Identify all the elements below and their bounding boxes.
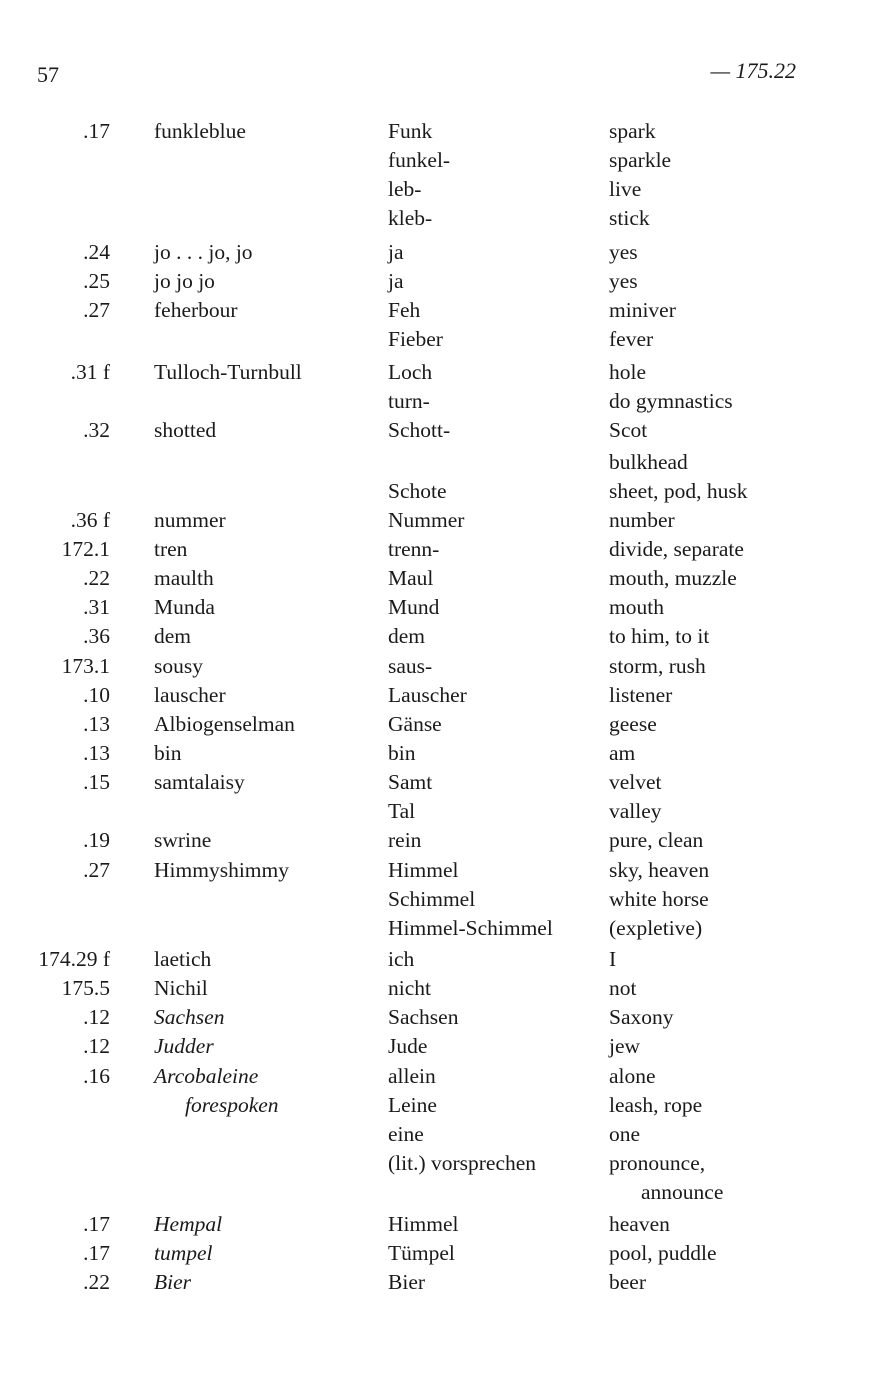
wake-word: bin xyxy=(154,740,182,765)
glossary-row xyxy=(0,296,888,325)
german-source: Schott- xyxy=(388,418,451,443)
german-source: Tümpel xyxy=(388,1241,455,1266)
english-gloss: to him, to it xyxy=(609,624,710,649)
german-source: Schimmel xyxy=(388,886,476,911)
english-gloss: white horse xyxy=(609,886,709,911)
line-reference: .13 xyxy=(83,740,110,765)
english-gloss: pure, clean xyxy=(609,828,704,853)
glossary-row xyxy=(0,506,888,535)
german-source: Funk xyxy=(388,119,433,143)
german-source: ich xyxy=(388,946,415,971)
line-reference: .27 xyxy=(83,297,110,322)
wake-word: nummer xyxy=(154,507,226,532)
glossary-row xyxy=(0,325,888,354)
glossary-row xyxy=(0,652,888,681)
english-gloss: sparkle xyxy=(609,148,672,173)
english-gloss: valley xyxy=(609,799,662,824)
glossary-row xyxy=(0,1239,888,1268)
english-gloss: Scot xyxy=(609,418,648,443)
german-source: kleb- xyxy=(388,206,433,231)
line-reference: .17 xyxy=(83,1241,110,1266)
line-reference: .22 xyxy=(83,566,110,591)
glossary-row xyxy=(0,1091,888,1120)
english-gloss: storm, rush xyxy=(609,653,706,678)
german-source: rein xyxy=(388,828,422,853)
wake-word: Nichil xyxy=(154,976,208,1001)
wake-word: swrine xyxy=(154,828,212,853)
german-source: (lit.) vorsprechen xyxy=(388,1150,537,1175)
german-source: ja xyxy=(388,268,404,293)
line-reference: .12 xyxy=(83,1034,110,1059)
glossary-row xyxy=(0,681,888,710)
german-source: trenn- xyxy=(388,536,440,561)
english-gloss: do gymnastics xyxy=(609,389,733,414)
english-gloss: am xyxy=(609,740,636,765)
glossary-row xyxy=(0,739,888,768)
glossary-row xyxy=(0,387,888,416)
german-source: Lauscher xyxy=(388,682,467,707)
english-gloss: yes xyxy=(609,268,638,293)
glossary-row xyxy=(0,267,888,296)
english-gloss: mouth, muzzle xyxy=(609,566,737,591)
glossary-row xyxy=(0,1149,888,1178)
english-gloss: spark xyxy=(609,119,656,143)
glossary-row xyxy=(0,1178,888,1207)
line-reference: 175.5 xyxy=(61,976,110,1001)
english-gloss: alone xyxy=(609,1063,656,1088)
wake-word: Albiogenselman xyxy=(154,711,295,736)
english-gloss: bulkhead xyxy=(609,449,688,474)
english-gloss: pronounce, xyxy=(609,1150,706,1175)
glossary-row xyxy=(0,416,888,445)
english-gloss: I xyxy=(609,946,617,971)
wake-word: lauscher xyxy=(154,682,226,707)
english-gloss: pool, puddle xyxy=(609,1241,717,1266)
german-source: ja xyxy=(388,239,404,264)
german-source: allein xyxy=(388,1063,436,1088)
line-reference: 172.1 xyxy=(61,536,110,561)
german-source: leb- xyxy=(388,177,422,202)
wake-word: jo jo jo xyxy=(154,268,215,293)
english-gloss: stick xyxy=(609,206,650,231)
german-source: Maul xyxy=(388,566,434,591)
wake-word: samtalaisy xyxy=(154,770,245,795)
glossary-row xyxy=(0,146,888,175)
wake-word: Hempal xyxy=(154,1212,223,1237)
wake-word: maulth xyxy=(154,566,214,591)
glossary-row xyxy=(0,117,888,146)
english-gloss: listener xyxy=(609,682,673,707)
german-source: Himmel xyxy=(388,857,459,882)
wake-word: tumpel xyxy=(154,1241,213,1266)
glossary-row xyxy=(0,535,888,564)
wake-word: Munda xyxy=(154,595,215,620)
glossary-row xyxy=(0,1032,888,1061)
line-reference: .31 xyxy=(83,595,110,620)
line-reference: 173.1 xyxy=(61,653,110,678)
glossary-row xyxy=(0,914,888,943)
german-source: saus- xyxy=(388,653,433,678)
glossary-row xyxy=(0,1120,888,1149)
wake-word: Sachsen xyxy=(154,1005,225,1030)
german-source: Nummer xyxy=(388,507,465,532)
german-source: Sachsen xyxy=(388,1005,459,1030)
wake-word: jo . . . jo, jo xyxy=(154,239,253,264)
glossary-row xyxy=(0,204,888,233)
glossary-row xyxy=(0,448,888,477)
line-reference: .36 xyxy=(83,624,110,649)
german-source: bin xyxy=(388,740,416,765)
english-gloss: divide, separate xyxy=(609,536,744,561)
line-reference: .13 xyxy=(83,711,110,736)
german-source: Tal xyxy=(388,799,416,824)
wake-word: Judder xyxy=(154,1034,214,1059)
wake-word: Himmyshimmy xyxy=(154,857,289,882)
glossary-row xyxy=(0,826,888,855)
glossary-row xyxy=(0,477,888,506)
german-source: Himmel-Schimmel xyxy=(388,915,553,940)
english-gloss: beer xyxy=(609,1270,646,1295)
glossary-table xyxy=(0,117,888,1298)
glossary-row xyxy=(0,710,888,739)
line-reference: .22 xyxy=(83,1270,110,1295)
english-gloss: jew xyxy=(609,1034,641,1059)
wake-word: Bier xyxy=(154,1270,192,1295)
glossary-row xyxy=(0,945,888,974)
german-source: Gänse xyxy=(388,711,442,736)
german-source: Fieber xyxy=(388,326,443,351)
line-reference: .24 xyxy=(83,239,110,264)
glossary-row xyxy=(0,564,888,593)
german-source: Mund xyxy=(388,595,440,620)
german-source: funkel- xyxy=(388,148,451,173)
wake-word: sousy xyxy=(154,653,203,678)
german-source: Leine xyxy=(388,1092,437,1117)
german-source: nicht xyxy=(388,976,431,1001)
wake-word: tren xyxy=(154,536,188,561)
glossary-row xyxy=(0,622,888,651)
line-reference: .27 xyxy=(83,857,110,882)
glossary-row xyxy=(0,885,888,914)
running-head: — 175.22 xyxy=(710,58,796,83)
glossary-row xyxy=(0,1210,888,1239)
english-gloss: live xyxy=(609,177,642,202)
line-reference: .31 f xyxy=(70,360,110,385)
english-gloss: number xyxy=(609,507,675,532)
german-source: Loch xyxy=(388,360,433,385)
english-gloss: sky, heaven xyxy=(609,857,710,882)
glossary-row xyxy=(0,1268,888,1297)
english-gloss: announce xyxy=(641,1180,724,1205)
wake-word: Tulloch-Turnbull xyxy=(154,360,302,385)
english-gloss: fever xyxy=(609,326,654,351)
english-gloss: miniver xyxy=(609,297,676,322)
line-reference: .36 f xyxy=(70,507,110,532)
german-source: turn- xyxy=(388,389,430,414)
wake-word: funkleblue xyxy=(154,119,246,143)
glossary-row xyxy=(0,768,888,797)
glossary-row xyxy=(0,1062,888,1091)
german-source: Jude xyxy=(388,1034,428,1059)
wake-word: dem xyxy=(154,624,192,649)
line-reference: .17 xyxy=(83,1212,110,1237)
english-gloss: leash, rope xyxy=(609,1092,703,1117)
line-reference: .16 xyxy=(83,1063,110,1088)
wake-word: shotted xyxy=(154,418,217,443)
glossary-row xyxy=(0,1003,888,1032)
line-reference: .32 xyxy=(83,418,110,443)
german-source: Schote xyxy=(388,478,447,503)
german-source: Bier xyxy=(388,1270,426,1295)
glossary-row xyxy=(0,238,888,267)
line-reference: .25 xyxy=(83,268,110,293)
german-source: Feh xyxy=(388,297,421,322)
line-reference: 174.29 f xyxy=(38,946,110,971)
glossary-row xyxy=(0,593,888,622)
english-gloss: hole xyxy=(609,360,647,385)
english-gloss: mouth xyxy=(609,595,664,620)
german-source: eine xyxy=(388,1121,424,1146)
line-reference: .19 xyxy=(83,828,110,853)
line-reference: .17 xyxy=(83,119,110,143)
glossary-row xyxy=(0,974,888,1003)
wake-word: Arcobaleine xyxy=(154,1063,259,1088)
wake-word: feherbour xyxy=(154,297,238,322)
english-gloss: heaven xyxy=(609,1212,670,1237)
wake-word: laetich xyxy=(154,946,212,971)
german-source: dem xyxy=(388,624,426,649)
english-gloss: (expletive) xyxy=(609,915,703,940)
german-source: Samt xyxy=(388,770,433,795)
german-source: Himmel xyxy=(388,1212,459,1237)
glossary-row xyxy=(0,797,888,826)
english-gloss: sheet, pod, husk xyxy=(609,478,748,503)
english-gloss: Saxony xyxy=(609,1005,674,1030)
glossary-row xyxy=(0,175,888,204)
glossary-row xyxy=(0,358,888,387)
line-reference: .15 xyxy=(83,770,110,795)
line-reference: .12 xyxy=(83,1005,110,1030)
wake-word: forespoken xyxy=(185,1092,279,1117)
line-reference: .10 xyxy=(83,682,110,707)
page-number: 57 xyxy=(37,62,59,87)
english-gloss: one xyxy=(609,1121,641,1146)
glossary-row xyxy=(0,856,888,885)
english-gloss: velvet xyxy=(609,770,662,795)
english-gloss: yes xyxy=(609,239,638,264)
english-gloss: geese xyxy=(609,711,657,736)
english-gloss: not xyxy=(609,976,637,1001)
